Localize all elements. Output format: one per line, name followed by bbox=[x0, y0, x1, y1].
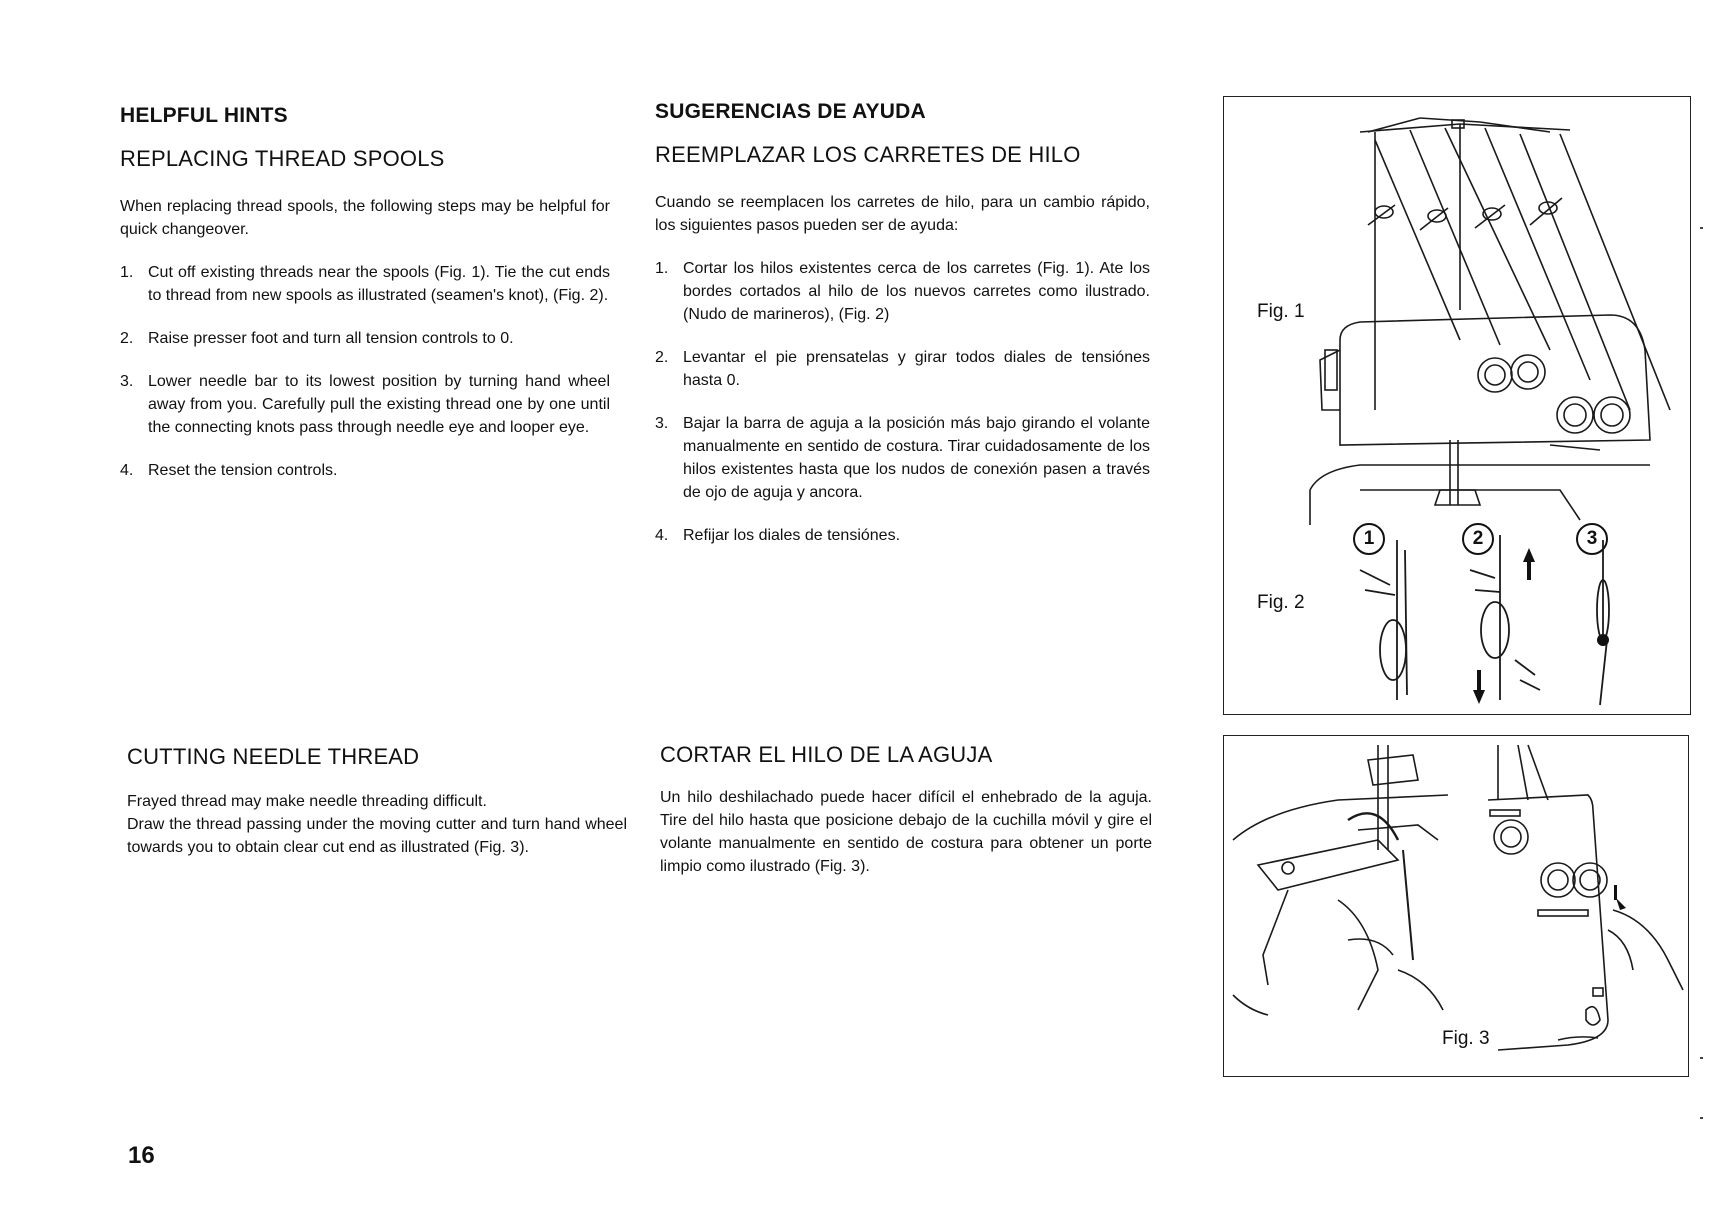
cutter-illustration bbox=[1228, 740, 1683, 1070]
seamen-knot-illustration bbox=[1345, 530, 1665, 710]
knot-step-1-marker: 1 bbox=[1353, 523, 1385, 555]
cutting-heading-en: CUTTING NEEDLE THREAD bbox=[127, 744, 420, 769]
replacing-steps-es bbox=[655, 257, 1150, 567]
margin-mark bbox=[1700, 227, 1703, 229]
cutting-heading-es: CORTAR EL HILO DE LA AGUJA bbox=[660, 742, 993, 767]
step-2-es: 2. Levantar el pie prensatelas y girar todos diales de tensiónes hasta 0. bbox=[655, 349, 1150, 389]
step-3-es: 3. Bajar la barra de aguja a la posición más bajo girando el volante manualmente en sentido de costura. Tirar cuidadosamente de los hilos existentes hasta que los nudos de conexión pasen a través de ojo de aguja y ancora. bbox=[655, 415, 1150, 501]
cutting-line1-en: Frayed thread may make needle threading difficult. bbox=[127, 793, 487, 810]
replacing-intro-en: When replacing thread spools, the following steps may be helpful for quick changeover. bbox=[120, 198, 610, 238]
step-1-es: 1. Cortar los hilos existentes cerca de los carretes (Fig. 1). Ate los bordes cortados al hilo de los nuevos carretes como ilustrado. (Nudo de marineros), (Fig. 2) bbox=[655, 260, 1150, 323]
step-4-en: 4. Reset the tension controls. bbox=[120, 462, 338, 479]
step-1-en: 1. Cut off existing threads near the spools (Fig. 1). Tie the cut ends to thread from new spools as illustrated (seamen's knot), (Fig. 2). bbox=[120, 264, 610, 304]
margin-mark bbox=[1700, 1057, 1703, 1059]
step-2-en: 2. Raise presser foot and turn all tension controls to 0. bbox=[120, 330, 514, 347]
fig3-label: Fig. 3 bbox=[1442, 1028, 1490, 1049]
margin-mark bbox=[1700, 1117, 1703, 1119]
page-number: 16 bbox=[128, 1142, 155, 1169]
step-3-en: 3. Lower needle bar to its lowest position by turning hand wheel away from you. Carefully pull the existing thread one by one until the connecting knots pass through needle eye and looper eye. bbox=[120, 373, 610, 436]
serger-spools-illustration bbox=[1300, 110, 1680, 525]
knot-step-3-marker: 3 bbox=[1576, 523, 1608, 555]
replacing-intro-es: Cuando se reemplacen los carretes de hilo, para un cambio rápido, los siguientes pasos pueden ser de ayuda: bbox=[655, 194, 1150, 234]
replacing-heading-es: REEMPLAZAR LOS CARRETES DE HILO bbox=[655, 142, 1081, 167]
cutting-text-es: Un hilo deshilachado puede hacer difícil el enhebrado de la aguja. Tire del hilo hasta que posicione debajo de la cuchilla móvil y gire el volante manualmente en sentido de costura para obtener un porte limpio como ilustrado (Fig. 3). bbox=[660, 789, 1152, 875]
replacing-heading-en: REPLACING THREAD SPOOLS bbox=[120, 146, 445, 171]
knot-step-2-marker: 2 bbox=[1462, 523, 1494, 555]
spanish-title: SUGERENCIAS DE AYUDA bbox=[655, 100, 926, 123]
step-4-es: 4. Refijar los diales de tensiónes. bbox=[655, 527, 901, 544]
fig2-label: Fig. 2 bbox=[1257, 592, 1305, 613]
english-title: HELPFUL HINTS bbox=[120, 104, 288, 127]
cutting-line2-en: Draw the thread passing under the moving cutter and turn hand wheel towards you to obtain clear cut end as illustrated (Fig. 3). bbox=[127, 816, 627, 856]
replacing-steps-en bbox=[120, 261, 610, 502]
fig1-label: Fig. 1 bbox=[1257, 301, 1305, 322]
